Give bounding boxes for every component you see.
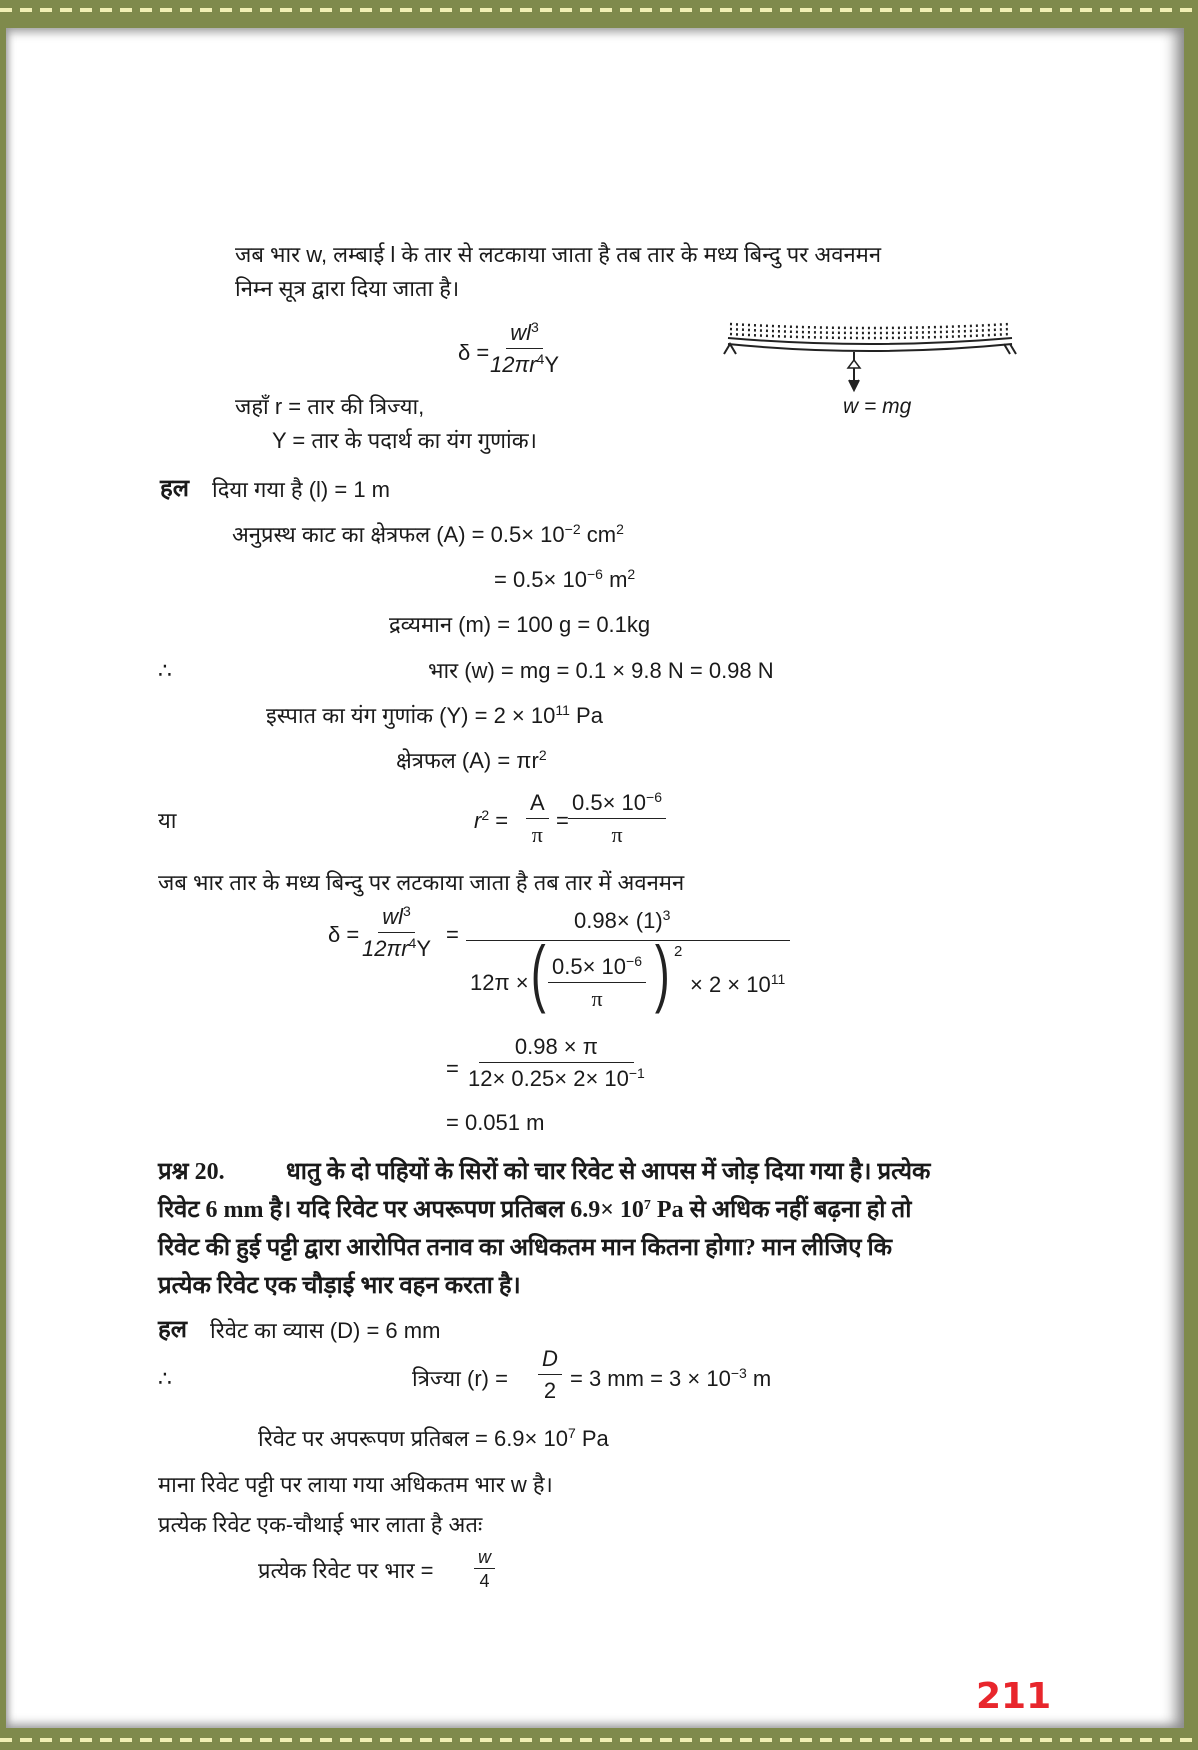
per-rivet-fraction xyxy=(474,1548,495,1590)
per-rivet-line: प्रत्येक रिवेट पर भार = xyxy=(258,1558,434,1583)
radius-lhs: त्रिज्या (r) = xyxy=(412,1366,508,1391)
deflection-inner-exp: 2 xyxy=(674,943,683,960)
given-length: दिया गया है (l) = 1 m xyxy=(212,477,390,502)
question-20-line-4: प्रत्येक रिवेट एक चौड़ाई भार वहन करता है। xyxy=(158,1273,521,1299)
deflection-eq: = xyxy=(446,922,459,947)
beam-deflection-diagram xyxy=(720,318,1020,398)
arrow-down-icon xyxy=(849,380,859,390)
deflection-inner-den: π xyxy=(591,986,603,1011)
beam-line-lower xyxy=(728,344,1012,351)
r-squared-lhs: $r^2$ = xyxy=(474,807,509,833)
radius-rhs: = 3 mm = $3 \times 10^{-3}$ m xyxy=(570,1365,772,1391)
mass-line: द्रव्यमान (m) = 100 g = 0.1kg xyxy=(389,612,651,637)
deflection-text: जब भार तार के मध्य बिन्दु पर लटकाया जाता है तब तार में अवनमन xyxy=(158,870,685,895)
deflection-den-a: 12π × xyxy=(470,970,529,995)
figure-label: w = mg xyxy=(843,395,912,418)
right-paren: ) xyxy=(654,931,670,1014)
r-squared-eq2: = xyxy=(556,808,569,833)
young-line: इस्पात का यंग गुणांक $(Y) = 2 \times 10^{11}$ Pa xyxy=(266,702,603,728)
r-squared-fraction-1 xyxy=(526,792,549,846)
max-load-line: माना रिवेट पट्टी पर लाया गया अधिकतम भार w है। xyxy=(158,1472,553,1497)
radius-num: D xyxy=(538,1348,562,1375)
deflection-f1-den: $12\pi r^4Y$ xyxy=(362,935,432,961)
intro-line-1: जब भार w, लम्बाई l के तार से लटकाया जाता है तब तार के मध्य बिन्दु पर अवनमन xyxy=(235,242,882,267)
formula-numerator: $wl^3$ xyxy=(506,322,543,349)
per-rivet-num: w xyxy=(474,1548,495,1569)
intro-line-2: निम्न सूत्र द्वारा दिया जाता है। xyxy=(235,276,460,301)
therefore-symbol-2: ∴ xyxy=(158,1366,172,1391)
area-line-2: = $0.5\times 10^{-6}$ $m^2$ xyxy=(494,566,636,592)
quarter-line: प्रत्येक रिवेट एक-चौथाई भार लाता है अतः xyxy=(158,1512,483,1537)
deflection-big-numerator: $0.98\times (1)^3$ xyxy=(574,907,671,933)
deflection-den-b: × $2 \times 10^{11}$ xyxy=(690,971,786,997)
beam-dots xyxy=(730,324,1010,338)
area-formula-line: क्षेत्रफल $(A) = \pi r^2$ xyxy=(396,747,547,773)
question-20-label: प्रश्न 20. xyxy=(158,1159,225,1185)
question-20-line-1: धातु के दो पहियों के सिरों को चार रिवेट से आपस में जोड़ दिया गया है। प्रत्येक xyxy=(286,1159,931,1185)
step2-num: 0.98 × π xyxy=(479,1036,634,1063)
radius-fraction xyxy=(538,1348,562,1402)
bottom-stitch-border xyxy=(0,1738,1198,1742)
formula-denominator: $12\pi r^4Y$ xyxy=(490,351,560,377)
or-label: या xyxy=(158,808,177,833)
deflection-big-fraction-bar xyxy=(466,940,790,941)
beam-line xyxy=(728,338,1012,344)
r-squared-f2-num: $0.5\times 10^{-6}$ xyxy=(568,792,666,819)
deflection-inner-fraction xyxy=(548,953,646,1011)
question-20-line-2: रिवेट 6 mm है। यदि रिवेट पर अपरूपण प्रतिबल $6.9\times 10^7$ Pa से अधिक नहीं बढ़ना हो तो xyxy=(158,1197,912,1223)
therefore-symbol: ∴ xyxy=(158,658,172,683)
area-line: अनुप्रस्थ काट का क्षेत्रफल $(A) = 0.5\times 10^{-2}$ $cm^2$ xyxy=(232,521,624,547)
r-squared-f1-num: A xyxy=(526,792,549,819)
deflection-lhs: δ = xyxy=(328,922,360,947)
stress-line: रिवेट पर अपरूपण प्रतिबल = $6.9\times 10^7$ Pa xyxy=(258,1425,609,1451)
r-squared-f1-den: π xyxy=(531,822,543,847)
result-line: = 0.051 m xyxy=(446,1110,545,1135)
where-r: जहाँ r = तार की त्रिज्या, xyxy=(235,394,425,419)
r-squared-fraction-2 xyxy=(568,789,666,847)
right-support-icon xyxy=(1004,344,1016,354)
step2-fraction xyxy=(468,1036,645,1090)
diameter-line: रिवेट का व्यास (D) = 6 mm xyxy=(210,1318,441,1343)
solution-heading-2: हल xyxy=(158,1316,188,1343)
radius-den: 2 xyxy=(543,1378,557,1403)
step2-den: $12\times 0.25\times 2\times 10^{-1}$ xyxy=(468,1065,645,1091)
top-stitch-border xyxy=(0,8,1198,12)
deflection-fraction-1 xyxy=(362,903,432,961)
question-20-line-3: रिवेट की हुई पट्टी द्वारा आरोपित तनाव का अधिकतम मान कितना होगा? मान लीजिए कि xyxy=(158,1235,893,1261)
page-number: 211 xyxy=(976,1676,1052,1717)
deflection-inner-num: $0.5\times 10^{-6}$ xyxy=(548,956,646,983)
where-y: Y = तार के पदार्थ का यंग गुणांक। xyxy=(272,428,537,453)
formula-fraction xyxy=(490,319,560,377)
arrow-up-icon xyxy=(848,360,860,368)
deflection-f1-num: $wl^3$ xyxy=(378,906,415,933)
weight-line: भार (w) = mg = 0.1 × 9.8 N = 0.98 N xyxy=(428,658,774,683)
per-rivet-den: 4 xyxy=(479,1571,490,1591)
formula-lhs: δ = xyxy=(458,340,490,365)
r-squared-f2-den: π xyxy=(611,822,623,847)
step2-eq: = xyxy=(446,1056,459,1081)
solution-heading-1: हल xyxy=(160,475,190,502)
left-paren: ( xyxy=(530,931,546,1014)
